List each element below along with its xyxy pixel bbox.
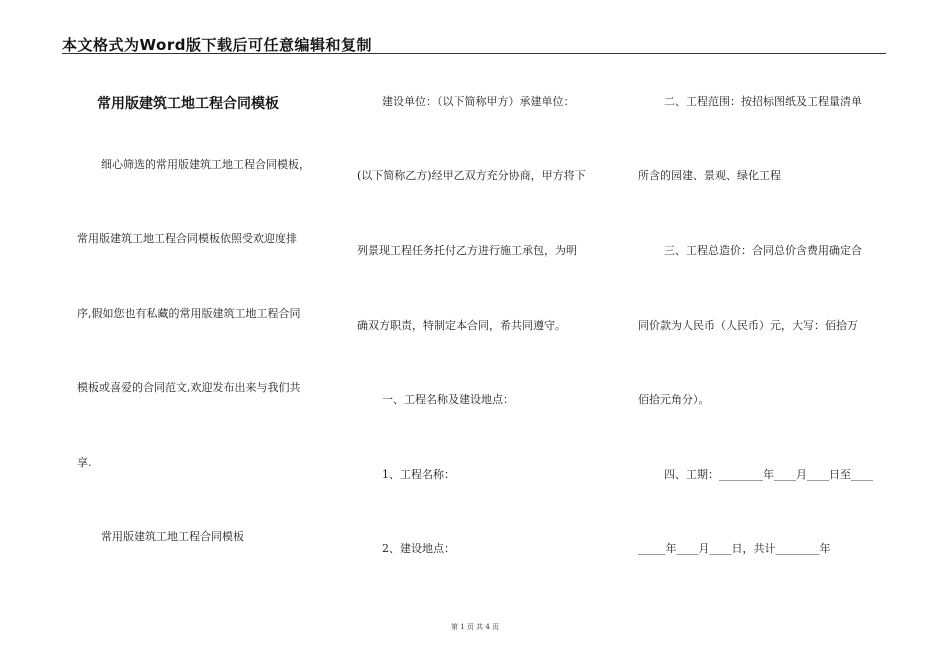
right-line-1: 二、工程范围：按招标图纸及工程量清单 bbox=[664, 95, 862, 108]
header-divider bbox=[62, 53, 886, 54]
document-title: 常用版建筑工地工程合同模板 bbox=[97, 96, 279, 112]
right-line-7: _____年____月____日，共计________年 bbox=[638, 542, 831, 555]
middle-line-7: 2、建设地点： bbox=[382, 542, 455, 555]
right-line-4: 同价款为人民币（人民币）元，大写：佰拾万 bbox=[638, 319, 858, 332]
middle-line-2: (以下简称乙方)经甲乙双方充分协商，甲方将下 bbox=[357, 169, 586, 182]
middle-line-6: 1、工程名称： bbox=[382, 468, 455, 481]
page-number: 第 1 页 共 4 页 bbox=[450, 623, 500, 631]
left-line-4: 模板或喜爱的合同范文,欢迎发布出来与我们共 bbox=[77, 381, 301, 394]
right-line-3: 三、工程总造价：合同总价含费用确定合 bbox=[664, 244, 862, 257]
middle-line-1: 建设单位：（以下简称甲方）承建单位： bbox=[382, 95, 575, 108]
middle-line-5: 一、工程名称及建设地点： bbox=[382, 393, 514, 406]
left-line-6: 常用版建筑工地工程合同模板 bbox=[101, 530, 244, 543]
left-line-1: 细心筛选的常用版建筑工地工程合同模板， bbox=[101, 158, 310, 171]
right-line-2: 所含的园建、景观、绿化工程 bbox=[638, 169, 781, 182]
left-line-5: 享. bbox=[77, 456, 92, 469]
middle-line-4: 确双方职责，特制定本合同，希共同遵守。 bbox=[357, 319, 566, 332]
right-line-5: 佰拾元角分）。 bbox=[638, 393, 710, 406]
middle-line-3: 列景现工程任务托付乙方进行施工承包，为明 bbox=[357, 244, 577, 257]
right-line-6: 四、工期：________年____月____日至____ bbox=[664, 468, 873, 481]
left-line-2: 常用版建筑工地工程合同模板依照受欢迎度排 bbox=[77, 232, 297, 245]
left-line-3: 序,假如您也有私藏的常用版建筑工地工程合同 bbox=[77, 307, 301, 320]
document-header: 本文格式为Word版下载后可任意编辑和复制 bbox=[62, 36, 372, 54]
